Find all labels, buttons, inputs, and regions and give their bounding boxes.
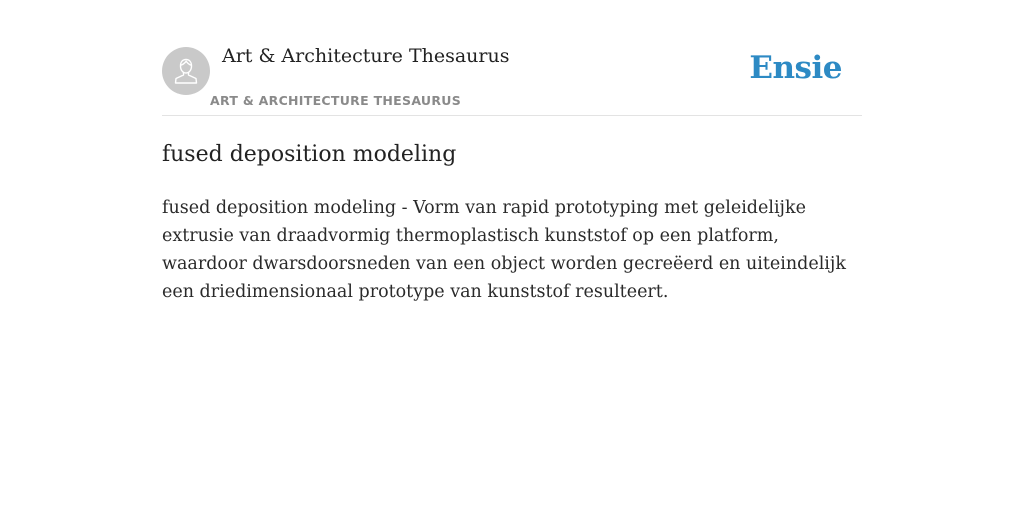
entry-title: fused deposition modeling — [162, 142, 457, 167]
entry-header — [162, 0, 862, 116]
author-tag: ART & ARCHITECTURE THESAURUS — [210, 93, 462, 108]
avatar[interactable] — [162, 47, 210, 95]
entry-definition: fused deposition modeling - Vorm van rapid prototyping met geleidelijke extrusie van draadvormig thermoplastisch kunststof op een platform, waardoor dwarsdoorsneden van een object worden gecreëerd en uiteindelijk een driedimensionaal prototype van kunststof resulteert. — [162, 198, 846, 302]
author-name-link[interactable]: Art & Architecture Thesaurus — [222, 45, 510, 67]
user-silhouette-icon — [172, 56, 200, 86]
page-container — [162, 0, 862, 306]
ensie-logo[interactable]: Ensie — [749, 50, 842, 86]
